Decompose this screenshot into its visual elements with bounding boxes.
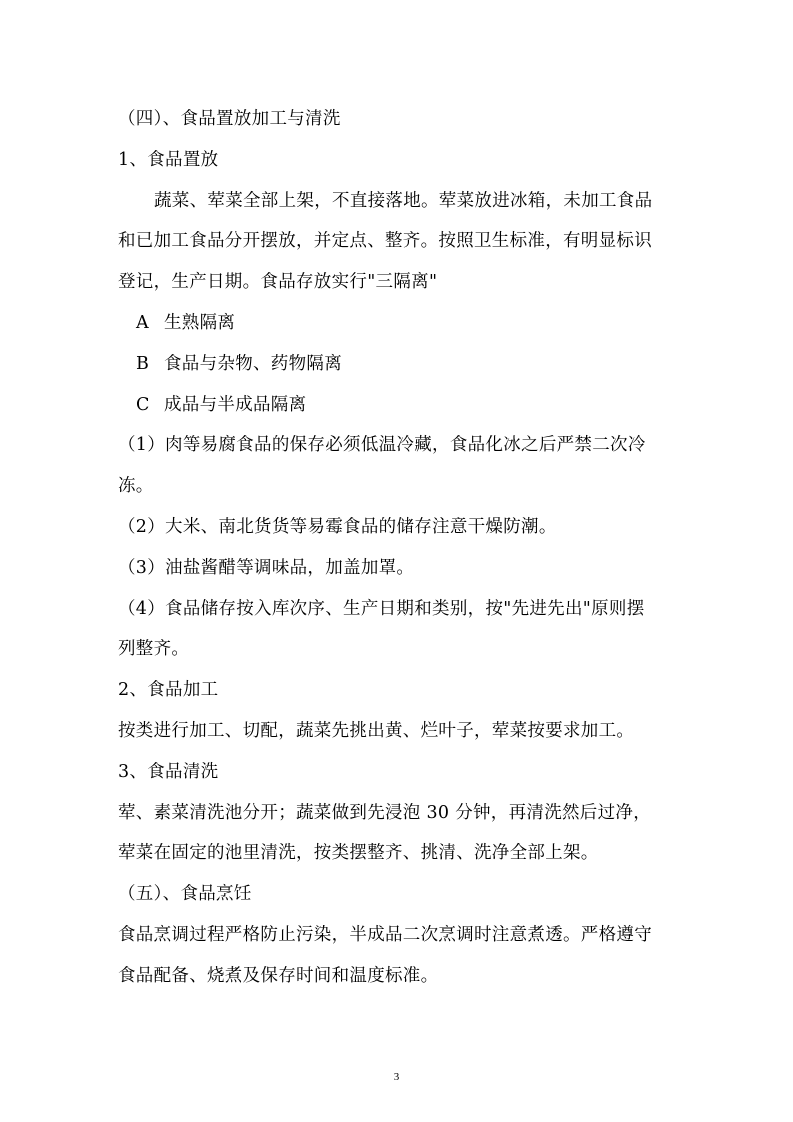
document-body	[118, 99, 678, 997]
list-item-a	[118, 303, 678, 344]
list-item-b	[118, 344, 678, 385]
paragraph-line: 和已加工食品分开摆放，并定点、整齐。按照卫生标准，有明显标识	[118, 231, 652, 252]
paragraph-line: 食品配备、烧煮及保存时间和温度标准。	[118, 965, 439, 986]
list-marker: B	[136, 353, 150, 374]
paragraph-line: 蔬菜、荤菜全部上架，不直接落地。荤菜放进冰箱，未加工食品	[154, 190, 653, 211]
paragraph-line: 食品烹调过程严格防止污染，半成品二次烹调时注意煮透。严格遵守	[118, 924, 652, 945]
section-heading-5: （五）、食品烹饪	[118, 884, 252, 905]
numbered-item-3: （3）油盐酱醋等调味品，加盖加罩。	[118, 557, 415, 578]
paragraph-line: 荤菜在固定的池里清洗，按类摆整齐、挑清、洗净全部上架。	[118, 843, 599, 864]
numbered-item-1-cont: 冻。	[118, 476, 154, 497]
subheading-food-washing: 3、食品清洗	[118, 761, 219, 782]
list-item-c	[118, 385, 678, 426]
list-marker: A	[136, 312, 149, 333]
list-marker: C	[136, 394, 150, 415]
numbered-item-4-cont: 列整齐。	[118, 639, 190, 660]
paragraph-line: 荤、素菜清洗池分开；蔬菜做到先浸泡 30 分钟，再清洗然后过净，	[118, 802, 651, 823]
list-item-text: 食品与杂物、药物隔离	[164, 353, 342, 374]
subheading-food-processing: 2、食品加工	[118, 680, 219, 701]
list-item-text: 生熟隔离	[164, 312, 236, 333]
subheading-food-placement: 1、食品置放	[118, 149, 219, 170]
paragraph-line: 登记，生产日期。食品存放实行"三隔离"	[118, 272, 438, 293]
section-heading-4: （四）、食品置放加工与清洗	[118, 109, 341, 129]
numbered-item-2: （2）大米、南北货货等易霉食品的储存注意干燥防潮。	[118, 516, 557, 537]
paragraph-line: 按类进行加工、切配，蔬菜先挑出黄、烂叶子，荤菜按要求加工。	[118, 720, 635, 741]
page-number: 3	[393, 1071, 400, 1083]
numbered-item-4: （4）食品储存按入库次序、生产日期和类别，按"先进先出"原则摆	[118, 598, 645, 619]
list-item-text: 成品与半成品隔离	[164, 394, 307, 415]
numbered-item-1: （1）肉等易腐食品的保存必须低温冷藏，食品化冰之后严禁二次冷	[118, 435, 646, 456]
